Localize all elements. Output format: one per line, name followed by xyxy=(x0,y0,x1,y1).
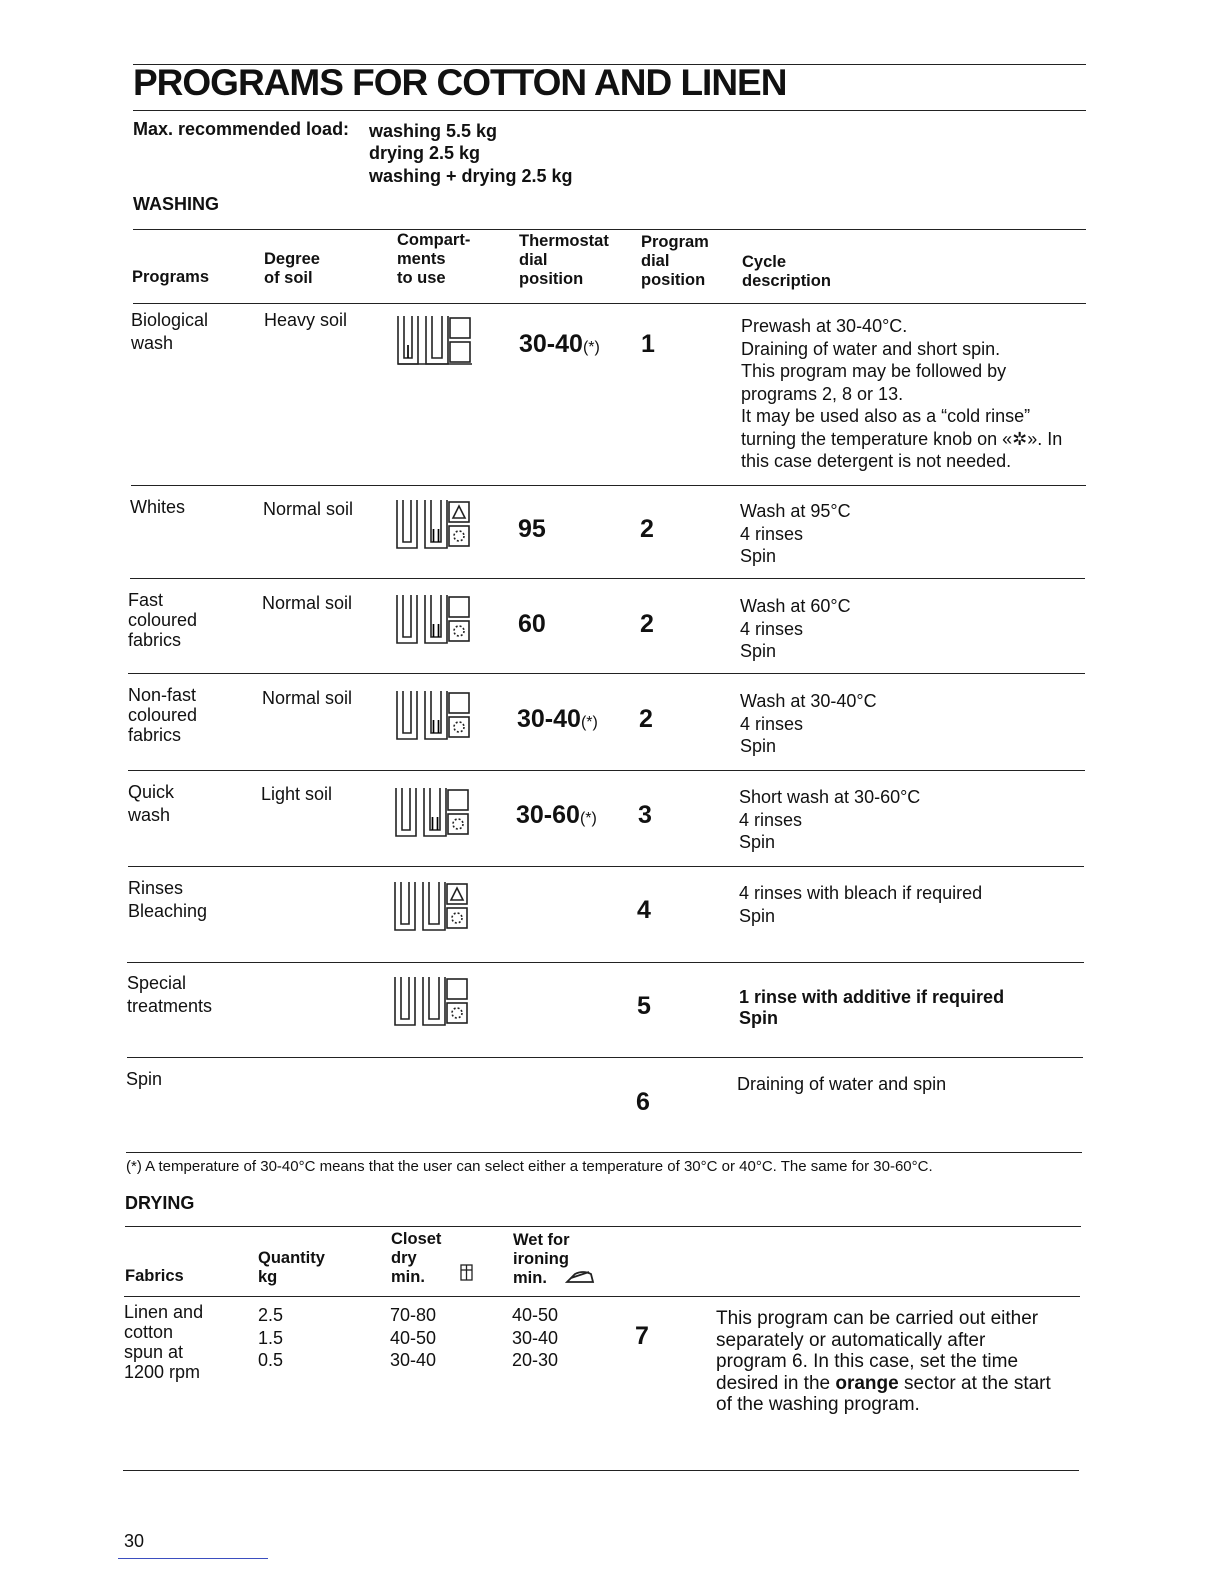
row-1-temp: 30-40(*) xyxy=(519,330,600,358)
compartments-5-icon xyxy=(394,786,474,840)
svg-text:II: II xyxy=(430,621,442,641)
row-7-program: Special treatments xyxy=(127,973,213,1016)
drying-fabric: Linen and cotton spun at 1200 rpm xyxy=(124,1302,204,1382)
row-7-dial: 5 xyxy=(637,992,651,1020)
row-3-temp: 60 xyxy=(518,610,546,638)
page-title: PROGRAMS FOR COTTON AND LINEN xyxy=(133,62,787,103)
row-3-soil: Normal soil xyxy=(262,593,353,613)
row-3-cycle: Wash at 60°C 4 rinses Spin xyxy=(740,596,851,661)
header-compartments: Compart- ments to use xyxy=(397,231,471,287)
row-4-dial: 2 xyxy=(639,705,653,733)
row-1-program: Biological wash xyxy=(131,310,209,353)
row-1-dial: 1 xyxy=(641,330,655,358)
row-4-program: Non-fast coloured fabrics xyxy=(128,685,198,745)
compartments-2-icon xyxy=(395,498,475,552)
closet-icon xyxy=(459,1263,475,1283)
header-fabrics: Fabrics xyxy=(125,1267,184,1285)
orange-emphasis: orange xyxy=(835,1372,899,1394)
row-5-dial: 3 xyxy=(638,801,652,829)
load-washing-drying: washing + drying 2.5 kg xyxy=(369,166,573,186)
row-1-soil: Heavy soil xyxy=(264,310,348,330)
row-4-soil: Normal soil xyxy=(262,688,353,708)
row-8-cycle: Draining of water and spin xyxy=(737,1074,947,1094)
row-5-soil: Light soil xyxy=(261,784,333,804)
header-closet: Closet dry min. xyxy=(391,1230,442,1286)
row-6-cycle: 4 rinses with bleach if required Spin xyxy=(739,883,983,926)
row-4-temp: 30-40(*) xyxy=(517,705,598,733)
header-cycle: Cycle description xyxy=(742,253,831,290)
row-8-dial: 6 xyxy=(636,1088,650,1116)
row-6-program: Rinses Bleaching xyxy=(128,878,208,921)
drying-dial: 7 xyxy=(635,1322,649,1350)
row-4-cycle: Wash at 30-40°C 4 rinses Spin xyxy=(740,691,877,756)
washing-heading: WASHING xyxy=(133,194,220,214)
iron-icon xyxy=(565,1268,597,1286)
row-6-dial: 4 xyxy=(637,896,651,924)
svg-text:I: I xyxy=(405,342,411,362)
header-quantity: Quantity kg xyxy=(258,1249,325,1286)
compartments-4-icon xyxy=(395,689,475,743)
header-programs: Programs xyxy=(132,268,210,286)
row-5-program: Quick wash xyxy=(128,782,175,825)
svg-text:II: II xyxy=(429,814,441,834)
row-2-dial: 2 xyxy=(640,515,654,543)
load-drying: drying 2.5 kg xyxy=(369,143,481,163)
row-3-program: Fast coloured fabrics xyxy=(128,590,198,650)
row-5-cycle: Short wash at 30-60°C 4 rinses Spin xyxy=(739,787,921,852)
row-8-program: Spin xyxy=(126,1069,163,1089)
row-1-cycle: Prewash at 30-40°C. Draining of water and short spin. This program may be followed by programs 2, 8 or 13. It may be used also as a “cold rinse” turning the temperature knob on «✲». In this case detergent is not needed. xyxy=(741,316,1063,471)
drying-heading: DRYING xyxy=(125,1193,195,1213)
row-2-temp: 95 xyxy=(518,515,546,543)
footnote: (*) A temperature of 30-40°C means that the user can select either a temperature of 30°C or 40°C. The same for 30-60°C. xyxy=(126,1158,933,1175)
row-5-temp: 30-60(*) xyxy=(516,801,597,829)
drying-ironing: 40-50 30-40 20-30 xyxy=(512,1305,559,1370)
row-2-cycle: Wash at 95°C 4 rinses Spin xyxy=(740,501,851,566)
load-washing: washing 5.5 kg xyxy=(369,121,498,141)
compartments-1-icon xyxy=(396,314,476,368)
header-soil: Degree of soil xyxy=(264,250,320,287)
header-program-dial: Program dial position xyxy=(641,233,709,289)
drying-description: This program can be carried out either separately or automatically after program 6. In this case, set the time desired in the orange sector at the start of the washing program. xyxy=(716,1308,1051,1415)
row-2-program: Whites xyxy=(130,497,186,517)
compartments-6-icon xyxy=(393,880,473,934)
header-thermostat: Thermostat dial position xyxy=(519,232,609,288)
row-2-soil: Normal soil xyxy=(263,499,354,519)
drying-closet: 70-80 40-50 30-40 xyxy=(390,1305,437,1370)
header-ironing: Wet for ironing min. xyxy=(513,1231,570,1287)
compartments-3-icon xyxy=(395,593,475,647)
page-number: 30 xyxy=(124,1531,145,1551)
row-7-cycle: 1 rinse with additive if required Spin xyxy=(739,987,1005,1028)
row-3-dial: 2 xyxy=(640,610,654,638)
drying-quantity: 2.5 1.5 0.5 xyxy=(258,1305,284,1370)
page-underline xyxy=(118,1558,268,1559)
svg-text:II: II xyxy=(430,717,442,737)
compartments-7-icon xyxy=(393,975,473,1029)
svg-text:II: II xyxy=(430,526,442,546)
load-label: Max. recommended load: xyxy=(133,119,350,139)
